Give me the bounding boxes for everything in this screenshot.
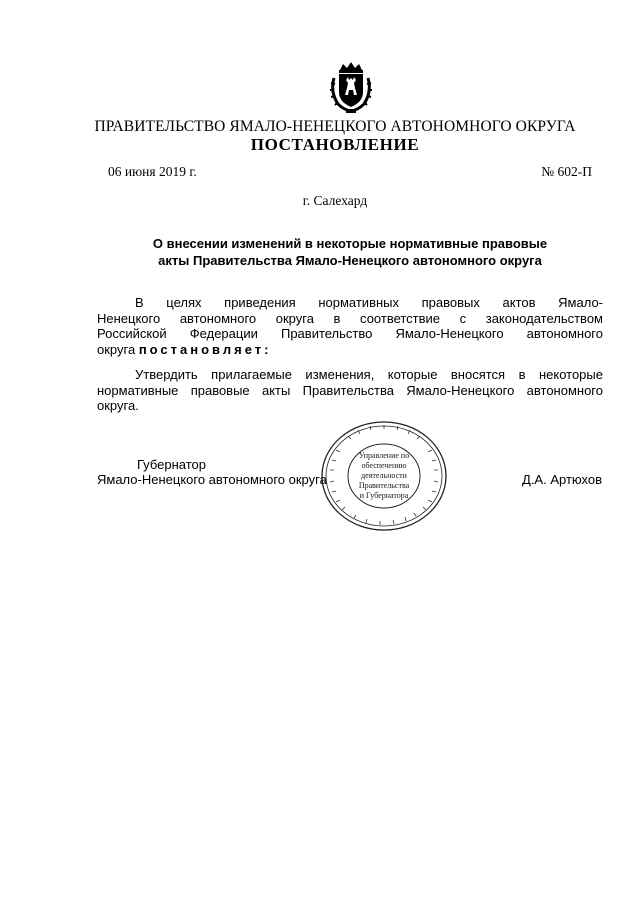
paragraph-line: Ненецкого автономного округа в соответствие с законодательством [97,310,603,326]
document-subject [100,235,600,269]
document-type-title: ПОСТАНОВЛЕНИЕ [250,135,420,154]
coat-of-arms-icon [326,62,376,114]
paragraph-line: Российской Федерации Правительство Ямало-Ненецкого автономного [97,326,603,341]
document-city: г. Салехард [302,193,368,208]
stamp-text-line: Правительства [358,481,410,490]
stamp-text-line: и Губернатора [359,491,409,500]
paragraph-line-prefix: округа [97,341,136,357]
paragraph-line: Утвердить прилагаемые изменения, которые вносятся в некоторые [135,367,603,382]
resolution-verb: постановляет: [138,341,272,357]
official-stamp [318,420,450,532]
position-line-1: Губернатор [137,457,206,472]
signatory-position [97,457,327,487]
body-paragraph-2 [97,367,603,414]
stamp-text-line: обеспечению [361,461,407,470]
paragraph-line: В целях приведения нормативных правовых актов Ямало- [135,295,603,310]
stamp-text-line: деятельности [361,471,407,480]
subject-line-2: акты Правительства Ямало-Ненецкого автономного округа [158,253,542,268]
stamp-text-line: Управление по [358,451,410,460]
paragraph-line [97,342,603,358]
paragraph-line: нормативные правовые акты Правительства Ямало-Ненецкого автономного [97,382,603,398]
document-date: 06 июня 2019 г. [108,164,197,179]
position-line-2: Ямало-Ненецкого автономного округа [97,472,327,487]
body-paragraph-1 [97,295,603,357]
subject-line-1: О внесении изменений в некоторые нормативные правовые [152,236,548,251]
paragraph-line: округа. [97,398,139,413]
signatory-name: Д.А. Артюхов [522,472,602,487]
government-name: ПРАВИТЕЛЬСТВО ЯМАЛО-НЕНЕЦКОГО АВТОНОМНОГО ОКРУГА [94,118,576,135]
document-number: № 602-П [541,164,592,179]
